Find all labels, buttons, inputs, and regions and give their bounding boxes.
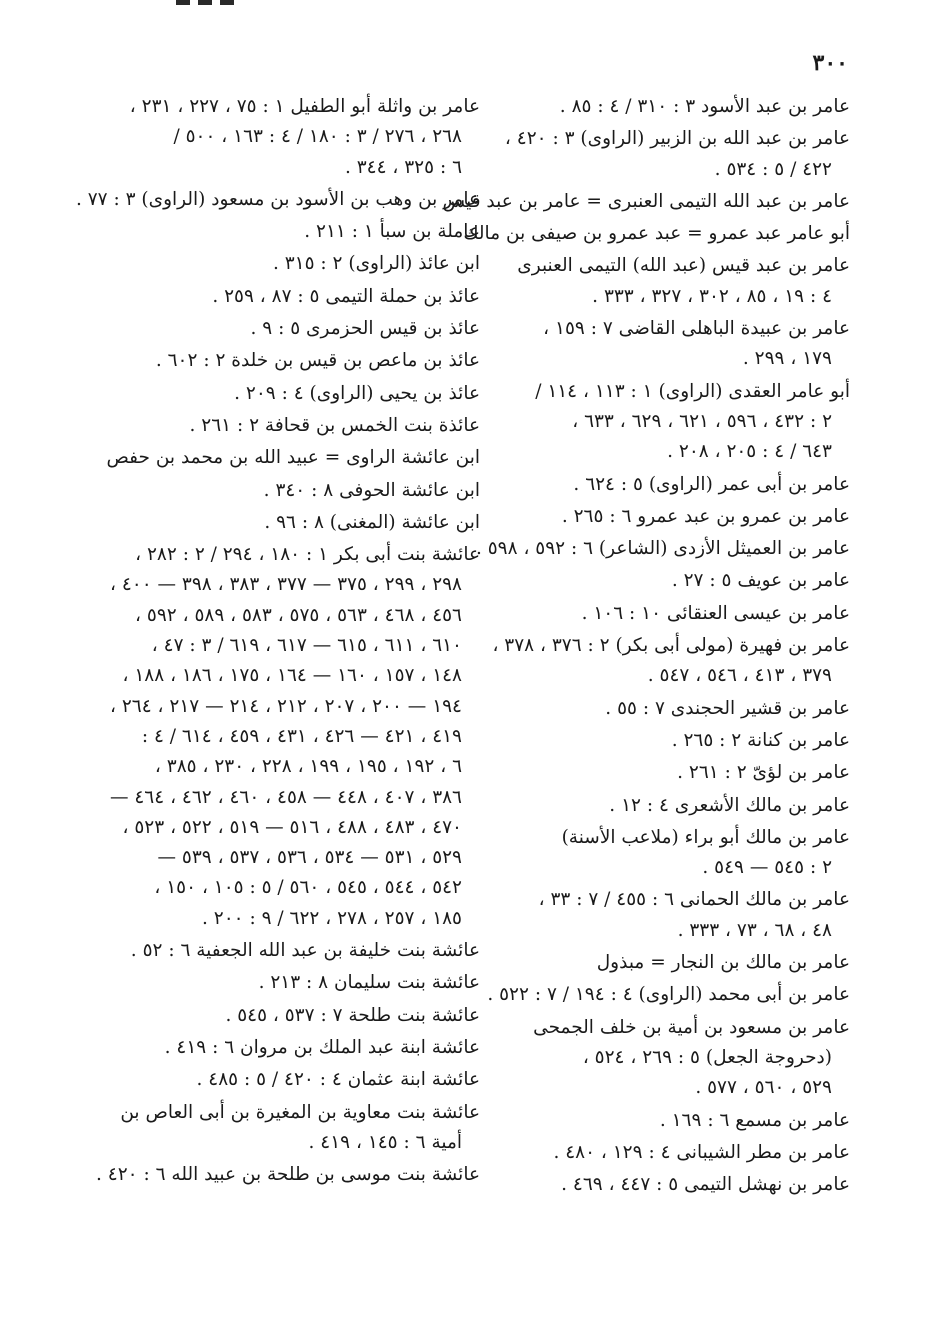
index-entry <box>100 314 480 344</box>
index-entry <box>100 92 480 183</box>
entry-heading-line: عامر بن عبد قيس (عبد الله) التيمى العنبرى <box>517 255 850 277</box>
index-entry <box>463 219 850 249</box>
entry-heading-line: ابن عائشة الراوى = عبيد الله بن محمد بن حفص <box>106 447 480 469</box>
entry-continuation-line: ٥٢٩ ، ٥٦٠ ، ٥٧٧ . <box>695 1077 832 1099</box>
entry-heading-line: ابن عائشة (المغنى) ٨ : ٩٦ . <box>264 511 480 533</box>
entry-continuation-line: ٥٢٩ ، ٥٣١ — ٥٣٤ ، ٥٣٦ ، ٥٣٧ ، ٥٣٩ — <box>157 847 462 869</box>
entry-continuation-line: ٤٨ ، ٦٨ ، ٧٣ ، ٣٣٣ . <box>677 919 832 941</box>
index-entry <box>490 631 850 692</box>
index-entry <box>100 1065 480 1095</box>
entry-heading-line: عائشة ابنة عبد الملك بن مروان ٦ : ٤١٩ . <box>164 1036 480 1058</box>
index-entry <box>490 1106 850 1136</box>
entry-continuation-line: ٢٦٨ ، ٢٧٦ / ٣ : ١٨٠ / ٤ : ١٦٣ ، ٥٠٠ / <box>173 126 462 148</box>
entry-heading-line: عامر بن عيسى العنقائى ١٠ : ١٠٦ . <box>581 602 850 624</box>
entry-heading-line: عامر بن كنانة ٢ : ٢٦٥ . <box>671 729 850 751</box>
entry-continuation-line: ٤٢٢ / ٥ : ٥٣٤ . <box>714 158 832 180</box>
entry-continuation-line: ٤ : ١٩ ، ٨٥ ، ٣٠٢ ، ٣٢٧ ، ٣٣٣ . <box>592 285 832 307</box>
entry-heading-line: ابن عائذ (الراوى) ٢ : ٣١٥ . <box>272 253 480 275</box>
entry-continuation-line: ٣٧٩ ، ٤١٣ ، ٥٤٦ ، ٥٤٧ . <box>647 665 832 687</box>
index-entry <box>100 1001 480 1031</box>
entry-heading-line: عائشة بنت موسى بن طلحة بن عبيد الله ٦ : ٤٢٠ . <box>96 1164 480 1186</box>
entry-heading-line: عامر بن مالك الحمانى ٦ : ٤٥٥ / ٧ : ٣٣ ، <box>538 889 850 911</box>
entry-heading-line: عائشة بنت خليفة بن عبد الله الجعفية ٦ : ٥٢ . <box>130 940 480 962</box>
entry-heading-line: أبو عامر عبد عمرو = عبد عمرو بن صيفى بن مالك <box>463 223 850 245</box>
entry-heading-line: عامر بن عويف ٥ : ٢٧ . <box>671 570 850 592</box>
entry-heading-line: عائذ بن ماعص بن قيس بن خلدة ٢ : ٦٠٢ . <box>155 350 480 372</box>
index-entry <box>490 566 850 596</box>
entry-continuation-line: ٣٨٦ ، ٤٠٧ ، ٤٤٨ — ٤٥٨ ، ٤٦٠ ، ٤٦٢ ، ٤٦٤ — <box>109 786 462 808</box>
entry-heading-line: أبو عامر العقدى (الراوى) ١ : ١١٣ ، ١١٤ / <box>535 380 850 402</box>
entry-continuation-line: ٦١٠ ، ٦١١ ، ٦١٥ — ٦١٧ ، ٦١٩ / ٣ : ٤٧ ، <box>151 635 462 657</box>
entry-heading-line: عائشة بنت معاوية بن المغيرة بن أبى العاص بن <box>120 1101 480 1123</box>
index-entry <box>490 758 850 788</box>
entry-heading-line: ابن عائشة الحوفى ٨ : ٣٤٠ . <box>263 479 480 501</box>
entry-continuation-line: ١٧٩ ، ٢٩٩ . <box>742 348 832 370</box>
entry-heading-line: عامر بن مسعود بن أمية بن خلف الجمحى <box>533 1016 850 1038</box>
index-entry <box>490 314 850 375</box>
index-column-left <box>75 92 480 1192</box>
entry-heading-line: عائذ بن يحيى (الراوى) ٤ : ٢٠٩ . <box>234 382 480 404</box>
entry-heading-line: عامر بن العميثل الأزدى (الشاعر) ٦ : ٥٩٢ ، ٥٩٨ . <box>475 538 850 560</box>
entry-heading-line: عامر بن أبى محمد (الراوى) ٤ : ١٩٤ / ٧ : ٥٢٢ . <box>487 984 850 1006</box>
entry-heading-line: عامر بن عبد الأسود ٣ : ٣١٠ / ٤ : ٨٥ . <box>559 96 850 117</box>
entry-heading-line: عامر بن عبد الله بن الزبير (الراوى) ٣ : ٤٢٠ ، <box>504 128 850 150</box>
entry-heading-line: عامر بن واثلة أبو الطفيل ١ : ٧٥ ، ٢٢٧ ، ٢٣١ ، <box>129 96 480 117</box>
entry-heading-line: عامر بن قشير الحجندى ٧ : ٥٥ . <box>605 697 850 719</box>
entry-heading-line: عائشة بنت طلحة ٧ : ٥٣٧ ، ٥٤٥ . <box>225 1004 480 1026</box>
index-entry <box>75 185 480 215</box>
entry-heading-line: عامر بن مالك الأشعرى ٤ : ١٢ . <box>609 794 850 816</box>
index-entry <box>100 443 480 473</box>
index-entry <box>490 1170 850 1200</box>
entry-continuation-line: أمية ٦ : ١٤٥ ، ٤١٩ . <box>308 1131 462 1153</box>
entry-continuation-line: ٦ ، ١٩٢ ، ١٩٥ ، ١٩٩ ، ٢٢٨ ، ٢٣٠ ، ٣٨٥ ، <box>154 756 462 778</box>
index-entry <box>100 346 480 376</box>
entry-heading-line: عائشة بنت أبى بكر ١ : ١٨٠ ، ٢٩٤ / ٢ : ٢٨٢ ، <box>135 544 480 566</box>
crop-mark-segment <box>220 0 234 5</box>
index-entry <box>100 411 480 441</box>
entry-continuation-line: ٤٥٦ ، ٤٦٨ ، ٥٦٣ ، ٥٧٥ ، ٥٨٣ ، ٥٨٩ ، ٥٩٢ ، <box>135 604 462 626</box>
entry-heading-line: عاملة بن سبأ ١ : ٢١١ . <box>304 221 480 243</box>
index-entry <box>100 282 480 312</box>
page-number: ٣٠٠ <box>812 50 848 76</box>
index-entry <box>475 534 850 564</box>
entry-heading-line: عامر بن مالك بن النجار = مبذول <box>596 952 850 974</box>
index-entry <box>490 726 850 756</box>
entry-continuation-line: ١٩٤ — ٢٠٠ ، ٢٠٧ ، ٢١٢ ، ٢١٤ — ٢١٧ ، ٢٦٤ ، <box>109 695 462 717</box>
crop-mark-segment <box>198 0 212 5</box>
entry-heading-line: عامر بن عبد الله التيمى العنبرى = عامر بن عبد قيس <box>442 190 850 212</box>
index-entry <box>490 599 850 629</box>
entry-continuation-line: ٤١٩ ، ٤٢١ — ٤٢٦ ، ٤٣١ ، ٤٥٩ ، ٦١٤ / ٤ : <box>141 725 462 747</box>
entry-heading-line: عامر بن نهشل التيمى ٥ : ٤٤٧ ، ٤٦٩ . <box>561 1174 850 1196</box>
index-entry <box>100 476 480 506</box>
entry-continuation-line: ١٨٥ ، ٢٥٧ ، ٢٧٨ ، ٦٢٢ / ٩ : ٢٠٠ . <box>202 907 462 929</box>
entry-continuation-line: ٢٩٨ ، ٢٩٩ ، ٣٧٥ — ٣٧٧ ، ٣٨٣ ، ٣٩٨ — ٤٠٠ ، <box>109 574 462 596</box>
entry-heading-line: عامر بن مطر الشيبانى ٤ : ١٢٩ ، ٤٨٠ . <box>553 1141 850 1163</box>
index-entry <box>100 936 480 966</box>
index-entry <box>100 249 480 279</box>
entry-heading-line: عامر بن مالك أبو براء (ملاعب الأسنة) <box>561 826 850 848</box>
index-entry <box>490 694 850 724</box>
entry-continuation-line: ٢ : ٥٤٥ — ٥٤٩ . <box>702 857 832 879</box>
entry-continuation-line: ٦٤٣ / ٤ : ٢٠٥ ، ٢٠٨ . <box>667 441 832 463</box>
index-entry <box>100 968 480 998</box>
entry-heading-line: عائشة بنت سليمان ٨ : ٢١٣ . <box>258 972 480 994</box>
index-entry <box>100 540 480 934</box>
index-entry <box>100 379 480 409</box>
index-entry <box>487 980 850 1010</box>
index-entry <box>490 92 850 122</box>
entry-continuation-line: ٢ : ٤٣٢ ، ٥٩٦ ، ٦٢١ ، ٦٢٩ ، ٦٣٣ ، <box>572 410 832 432</box>
index-entry <box>490 885 850 946</box>
index-entry <box>100 1098 480 1159</box>
entry-heading-line: عامر بن عمرو بن عبد عمرو ٦ : ٢٦٥ . <box>561 505 850 527</box>
index-entry <box>490 1013 850 1104</box>
index-entry <box>490 791 850 821</box>
entry-heading-line: عائشة ابنة عثمان ٤ : ٤٢٠ / ٥ : ٤٨٥ . <box>196 1069 480 1091</box>
index-entry <box>96 1160 480 1190</box>
index-entry <box>442 187 850 217</box>
index-entry <box>490 251 850 312</box>
index-entry <box>490 823 850 884</box>
entry-heading-line: عامر بن وهب بن الأسود بن مسعود (الراوى) ٣ : ٧٧ . <box>75 188 480 210</box>
entry-heading-line: عامر بن فهيرة (مولى أبى بكر) ٢ : ٣٧٦ ، ٣٧٨ ، <box>492 635 850 657</box>
entry-heading-line: عامر بن أبى عمر (الراوى) ٥ : ٦٢٤ . <box>573 473 850 495</box>
entry-continuation-line: ٥٤٢ ، ٥٤٤ ، ٥٤٥ ، ٥٦٠ / ٥ : ١٠٥ ، ١٥٠ ، <box>154 877 462 899</box>
index-entry <box>100 1033 480 1063</box>
entry-heading-line: عامر بن عبيدة الباهلى القاضى ٧ : ١٥٩ ، <box>543 318 850 340</box>
index-entry <box>100 508 480 538</box>
entry-continuation-line: ٦ : ٣٢٥ ، ٣٤٤ . <box>344 156 462 178</box>
index-entry <box>490 1138 850 1168</box>
index-entry <box>100 217 480 247</box>
index-entry <box>490 502 850 532</box>
index-entry <box>490 124 850 185</box>
entry-heading-line: عامر بن لؤىّ ٢ : ٢٦١ . <box>677 762 850 784</box>
entry-heading-line: عائذ بن حملة التيمى ٥ : ٨٧ ، ٢٥٩ . <box>212 285 480 307</box>
entry-continuation-line: ١٤٨ ، ١٥٧ ، ١٦٠ — ١٦٤ ، ١٧٥ ، ١٨٦ ، ١٨٨ ، <box>122 665 462 687</box>
index-column-right <box>442 92 850 1202</box>
entry-continuation-line: ٤٧٠ ، ٤٨٣ ، ٤٨٨ ، ٥١٦ — ٥١٩ ، ٥٢٢ ، ٥٢٣ ، <box>122 816 462 838</box>
index-entry <box>490 470 850 500</box>
index-entry <box>490 377 850 468</box>
entry-heading-line: عائذة بنت الخمس بن قحافة ٢ : ٢٦١ . <box>189 414 480 436</box>
entry-heading-line: عامر بن مسمع ٦ : ١٦٩ . <box>659 1109 850 1131</box>
index-entry <box>490 948 850 978</box>
crop-mark-segment <box>176 0 190 5</box>
entry-heading-line: عائذ بن قيس الحزمرى ٥ : ٩ . <box>250 318 480 340</box>
entry-continuation-line: (دحروجة الجعل) ٥ : ٢٦٩ ، ٥٢٤ ، <box>582 1046 832 1068</box>
top-crop-mark <box>176 0 236 5</box>
